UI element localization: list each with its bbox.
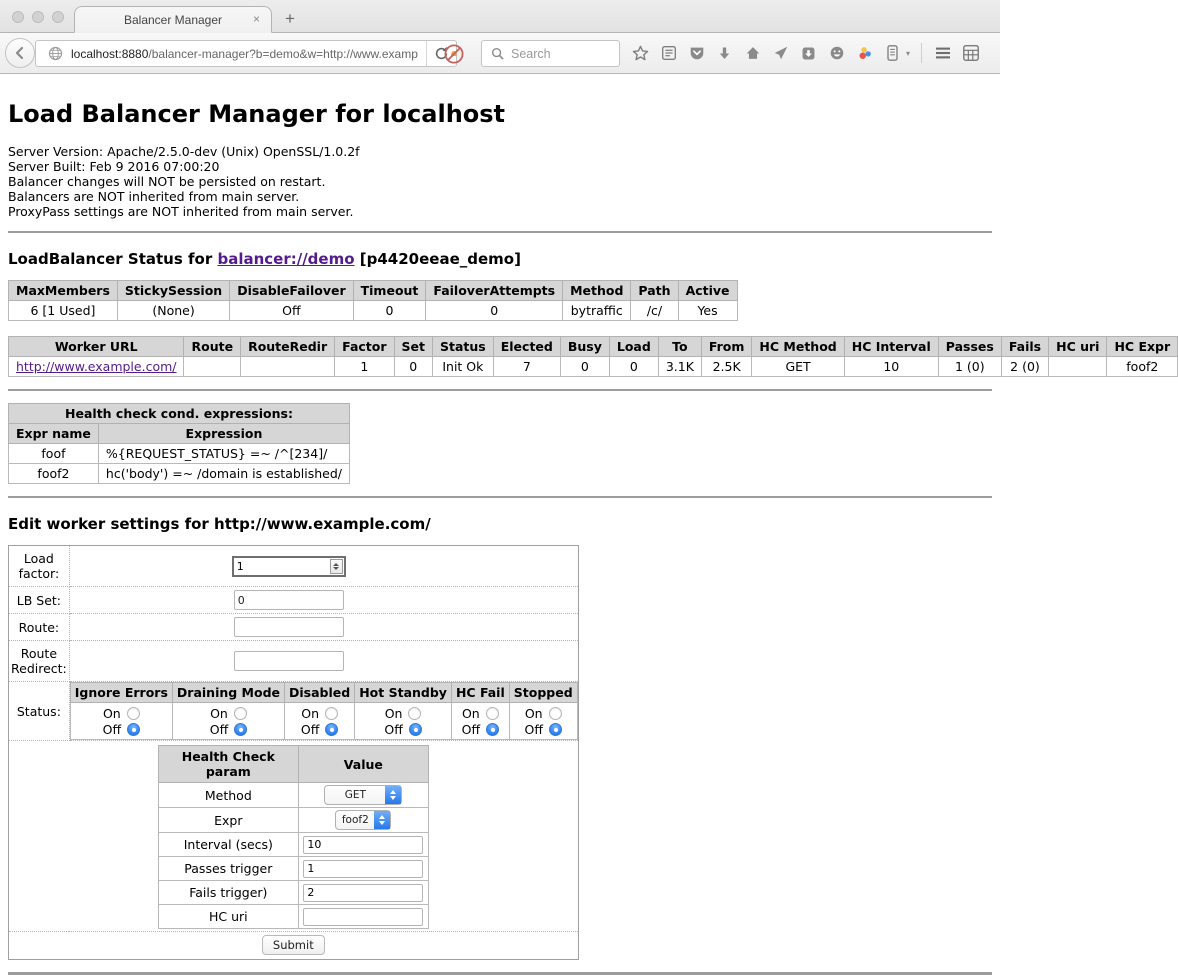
tab-bar	[0, 0, 1000, 33]
window-zoom-button[interactable]	[52, 11, 64, 23]
form-row-health-check	[9, 741, 579, 932]
balancer-status-table	[8, 280, 738, 321]
separator	[8, 231, 992, 233]
table-header-row: MaxMembers StickySession DisableFailover Timeout FailoverAttempts Method Path Active	[9, 281, 738, 301]
edit-worker-form	[8, 545, 579, 960]
route-redirect-input[interactable]	[234, 651, 344, 671]
toolbar-separator	[921, 43, 922, 63]
form-row-lb-set: LB Set: 0	[9, 587, 579, 614]
table-row: 6 [1 Used] (None) Off 0 0 bytraffic /c/ Yes	[9, 301, 738, 321]
notice-persist: Balancer changes will NOT be persisted on restart.	[8, 174, 326, 189]
health-check-param-table	[158, 745, 429, 929]
search-icon	[491, 47, 504, 60]
search-placeholder: Search	[511, 46, 551, 61]
bookmark-star-icon[interactable]	[631, 44, 650, 63]
home-icon[interactable]	[743, 44, 762, 63]
tab-overview-icon[interactable]	[961, 44, 980, 63]
url-bar[interactable]	[35, 40, 457, 67]
form-row-route-redirect: Route Redirect:	[9, 641, 579, 682]
chevron-updown-icon	[385, 786, 401, 804]
notice-balancers: Balancers are NOT inherited from main server.	[8, 189, 300, 204]
back-icon	[13, 46, 27, 60]
table-row: Passes trigger 1	[158, 857, 428, 881]
form-row-submit	[9, 932, 579, 960]
server-info	[8, 144, 992, 219]
menu-icon[interactable]	[933, 44, 952, 63]
draining-mode-on-radio[interactable]	[234, 707, 247, 720]
window-minimize-button[interactable]	[32, 11, 44, 23]
page-title: Load Balancer Manager for localhost	[8, 100, 506, 128]
separator	[8, 389, 992, 391]
table-header-row: Expr name Expression	[9, 424, 350, 444]
status-radio-table	[70, 682, 578, 740]
tab-balancer-manager[interactable]	[74, 6, 272, 33]
form-row-route: Route:	[9, 614, 579, 641]
hc-interval-input[interactable]	[303, 836, 423, 854]
health-check-expressions-table	[8, 403, 350, 484]
server-built: Server Built: Feb 9 2016 07:00:20	[8, 159, 220, 174]
globe-icon	[48, 46, 63, 61]
bookmarks-sidebar-icon[interactable]	[659, 44, 678, 63]
load-factor-field[interactable]	[234, 558, 330, 575]
navigation-toolbar	[0, 33, 1000, 74]
form-row-load-factor: Load factor: 1	[9, 546, 579, 587]
window-close-button[interactable]	[12, 11, 24, 23]
dropdown-caret-icon[interactable]: ▾	[906, 48, 911, 58]
table-row: foof %{REQUEST_STATUS} =~ /^[234]/	[9, 444, 350, 464]
table-row: foof2 hc('body') =~ /domain is established/	[9, 464, 350, 484]
extension-colors-icon[interactable]	[855, 44, 874, 63]
table-header-row: Ignore Errors Draining Mode Disabled Hot Standby HC Fail Stopped	[70, 683, 577, 703]
stopped-off-radio[interactable]	[549, 723, 562, 736]
radio-row: On Off On Off On Off On Off On Off On Off	[70, 703, 577, 740]
send-icon[interactable]	[771, 44, 790, 63]
hot-standby-on-radio[interactable]	[408, 707, 421, 720]
hc-uri-input[interactable]	[303, 908, 423, 926]
hc-passes-input[interactable]	[303, 860, 423, 878]
url-text[interactable]: localhost:8880/balancer-manager?b=demo&w=http://www.examp	[71, 46, 418, 61]
draining-mode-off-radio[interactable]	[234, 723, 247, 736]
route-input[interactable]	[234, 617, 344, 637]
close-icon[interactable]: ×	[252, 12, 260, 26]
notice-proxypass: ProxyPass settings are NOT inherited from main server.	[8, 204, 354, 219]
table-row: HC uri	[158, 905, 428, 929]
adblock-icon[interactable]	[444, 44, 464, 64]
stopped-on-radio[interactable]	[549, 707, 562, 720]
hc-fail-on-radio[interactable]	[486, 707, 499, 720]
table-row: Interval (secs) 10	[158, 833, 428, 857]
table-row: Expr foof2	[158, 808, 428, 833]
download-icon[interactable]	[715, 44, 734, 63]
submit-button[interactable]: Submit	[262, 935, 325, 955]
worker-table	[8, 336, 1178, 377]
back-button[interactable]	[5, 38, 35, 68]
chevron-updown-icon	[374, 811, 390, 829]
worker-url-link[interactable]: http://www.example.com/	[16, 359, 177, 374]
toolbar-icons	[631, 33, 980, 73]
load-factor-input[interactable]	[232, 556, 346, 577]
tab-title: Balancer Manager	[123, 12, 223, 27]
table-row: Fails trigger) 2	[158, 881, 428, 905]
window-controls	[12, 11, 64, 23]
reading-list-icon[interactable]	[883, 44, 902, 63]
number-stepper-icon[interactable]	[330, 559, 343, 574]
hc-expr-select[interactable]: foof2	[335, 810, 391, 830]
table-title-row: Health check cond. expressions:	[9, 404, 350, 424]
separator	[8, 496, 992, 498]
hc-method-select[interactable]: GET	[324, 785, 402, 805]
hot-standby-off-radio[interactable]	[409, 723, 422, 736]
save-to-device-icon[interactable]	[799, 44, 818, 63]
hc-fail-off-radio[interactable]	[486, 723, 499, 736]
hc-fails-input[interactable]	[303, 884, 423, 902]
server-version: Server Version: Apache/2.5.0-dev (Unix) OpenSSL/1.0.2f	[8, 144, 360, 159]
edit-worker-heading: Edit worker settings for http://www.example.com/	[8, 515, 431, 533]
table-row: Method GET	[158, 783, 428, 808]
table-row: http://www.example.com/ 1 0 Init Ok 7 0 0 3.1K 2.5K GET 10 1 (0) 2 (0) foof2	[9, 357, 1178, 377]
forum-smiley-icon[interactable]	[827, 44, 846, 63]
loadbalancer-heading: LoadBalancer Status for balancer://demo [p4420eeae_demo]	[8, 250, 521, 268]
form-row-status: Status: Ignore Errors Draining Mode Disabled Hot Standby HC Fail Stopped On Off On Off On Off On Off On Off On Off	[9, 682, 579, 741]
search-bar[interactable]	[481, 40, 620, 67]
pocket-icon[interactable]	[687, 44, 706, 63]
disabled-on-radio[interactable]	[325, 707, 338, 720]
table-header-row: Worker URL Route RouteRedir Factor Set Status Elected Busy Load To From HC Method HC Interval Passes Fails HC uri HC Expr	[9, 337, 1178, 357]
lb-set-input[interactable]	[234, 590, 344, 610]
page-content	[0, 74, 1171, 975]
ignore-errors-on-radio[interactable]	[127, 707, 140, 720]
new-tab-button[interactable]: +	[285, 9, 295, 28]
disabled-off-radio[interactable]	[325, 723, 338, 736]
ignore-errors-off-radio[interactable]	[127, 723, 140, 736]
balancer-demo-link[interactable]: balancer://demo	[217, 250, 355, 268]
table-header-row: Health Check param Value	[158, 746, 428, 783]
